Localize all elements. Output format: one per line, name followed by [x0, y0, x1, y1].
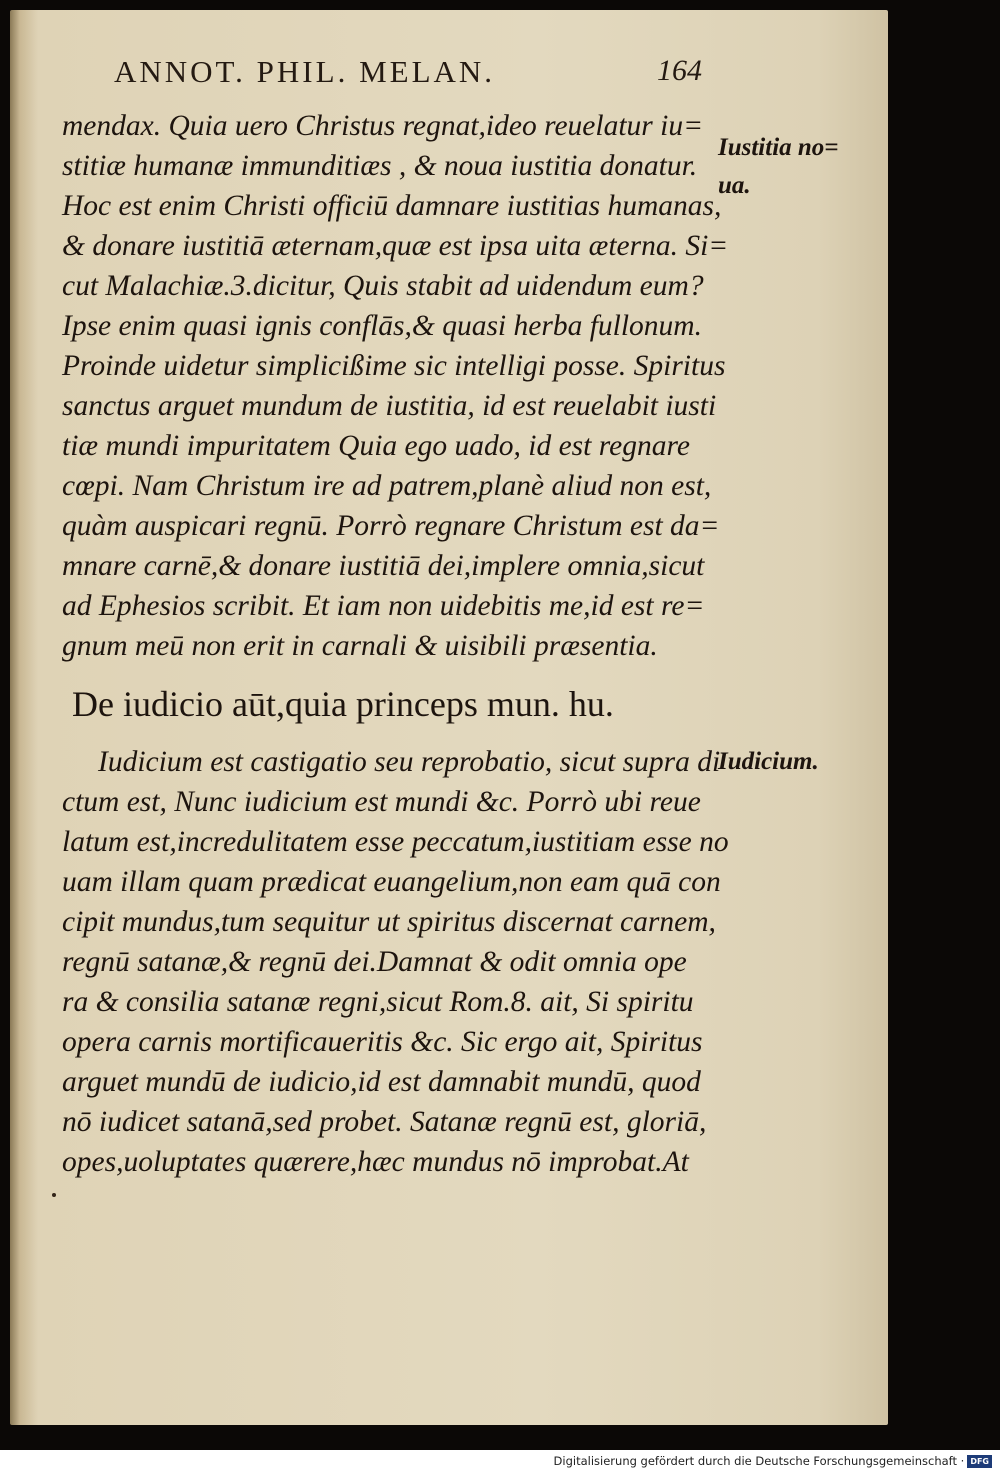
running-title: ANNOT. PHIL. MELAN. — [114, 54, 496, 89]
text-line: opes,uoluptates quærere,hæc mundus nō improbat.At — [62, 1146, 689, 1178]
ink-speck — [52, 1193, 56, 1197]
digitization-credit — [554, 1454, 992, 1468]
text-line: tiæ mundi impuritatem Quia ego uado, id est regnare — [62, 430, 690, 462]
dfg-logo: DFG — [967, 1455, 992, 1468]
page-number: 164 — [657, 54, 702, 87]
text-line: cœpi. Nam Christum ire ad patrem,planè aliud non est, — [62, 470, 712, 502]
text-line: mendax. Quia uero Christus regnat,ideo reuelatur iu= — [62, 110, 703, 142]
marginal-note: Iustitia no= — [718, 134, 839, 161]
text-line: quàm auspicari regnū. Porrò regnare Christum est da= — [62, 510, 720, 542]
text-line: cipit mundus,tum sequitur ut spiritus discernat carnem, — [62, 906, 716, 938]
text-line: Proinde uidetur simplicißime sic intelligi posse. Spiritus — [62, 350, 726, 382]
text-line: nō iudicet satanā,sed probet. Satanæ regnū est, gloriā, — [62, 1106, 707, 1138]
section-heading: De iudicio aūt,quia princeps mun. hu. — [72, 684, 614, 724]
text-line: Ipse enim quasi ignis conflās,& quasi herba fullonum. — [62, 310, 702, 342]
text-line: Hoc est enim Christi officiū damnare iustitias humanas, — [62, 190, 722, 222]
book-page — [10, 10, 888, 1425]
text-line: Iudicium est castigatio seu reprobatio, sicut supra di — [98, 746, 721, 778]
text-line: & donare iustitiā æternam,quæ est ipsa uita æterna. Si= — [62, 230, 729, 262]
text-line: ad Ephesios scribit. Et iam non uidebitis me,id est re= — [62, 590, 705, 622]
marginal-note: Iudicium. — [718, 748, 819, 775]
text-line: uam illam quam prædicat euangelium,non eam quā con — [62, 866, 721, 898]
running-head — [10, 54, 888, 98]
marginal-note: ua. — [718, 172, 751, 199]
text-line: cut Malachiæ.3.dicitur, Quis stabit ad uidendum eum? — [62, 270, 704, 302]
text-line: regnū satanæ,& regnū dei.Damnat & odit omnia ope — [62, 946, 687, 978]
credit-text: Digitalisierung gefördert durch die Deutsche Forschungsgemeinschaft · — [553, 1454, 965, 1468]
text-line: mnare carnē,& donare iustitiā dei,implere omnia,sicut — [62, 550, 705, 582]
text-line: stitiæ humanæ immunditiæs , & noua iustitia donatur. — [62, 150, 698, 182]
text-line: sanctus arguet mundum de iustitia, id est reuelabit iusti — [62, 390, 717, 422]
text-line: gnum meū non erit in carnali & uisibili præsentia. — [62, 630, 658, 662]
text-line: arguet mundū de iudicio,id est damnabit mundū, quod — [62, 1066, 701, 1098]
text-line: opera carnis mortificaueritis &c. Sic ergo ait, Spiritus — [62, 1026, 703, 1058]
text-line: latum est,incredulitatem esse peccatum,iustitiam esse no — [62, 826, 729, 858]
text-line: ra & consilia satanæ regni,sicut Rom.8. ait, Si spiritu — [62, 986, 694, 1018]
text-line: ctum est, Nunc iudicium est mundi &c. Porrò ubi reue — [62, 786, 701, 818]
